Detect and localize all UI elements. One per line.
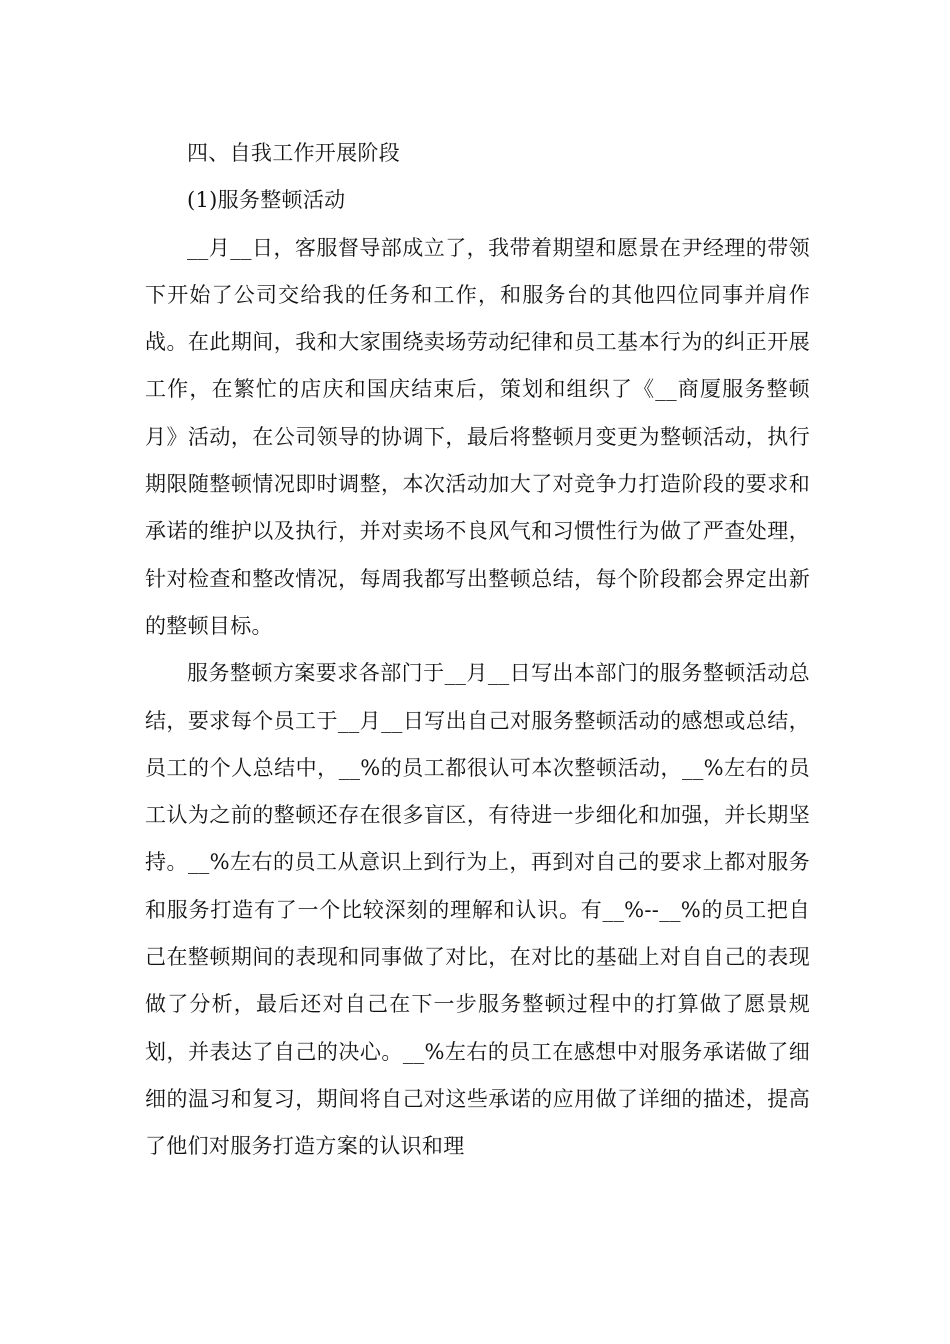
subheading: (1)服务整顿活动 [187,188,346,213]
document-page [145,130,810,1171]
paragraph-2: 服务整顿方案要求各部门于__月__日写出本部门的服务整顿活动总结，要求每个员工于__月__日写出自己对服务整顿活动的感想或总结，员工的个人总结中，__%的员工都很认可本次整顿活动，__%左右的员工认为之前的整顿还存在很多盲区，有待进一步细化和加强，并长期坚持。__%左右的员工从意识上到行为上，再到对自己的要求上都对服务和服务打造有了一个比较深刻的理解和认识。有__%--__%的员工把自己在整顿期间的表现和同事做了对比，在对比的基础上对自自己的表现做了分析，最后还对自己在下一步服务整顿过程中的打算做了愿景规划，并表达了自己的决心。__%左右的员工在感想中对服务承诺做了细细的温习和复习，期间将自己对这些承诺的应用做了详细的描述，提高了他们对服务打造方案的认识和理 [145,661,810,1159]
section-heading: 四、自我工作开展阶段 [187,141,400,165]
paragraph-1: __月__日，客服督导部成立了，我带着期望和愿景在尹经理的带领下开始了公司交给我的任务和工作，和服务台的其他四位同事并肩作战。在此期间，我和大家围绕卖场劳动纪律和员工基本行为的纠正开展工作，在繁忙的店庆和国庆结束后，策划和组织了《__商厦服务整顿月》活动，在公司领导的协调下，最后将整顿月变更为整顿活动，执行期限随整顿情况即时调整，本次活动加大了对竞争力打造阶段的要求和承诺的维护以及执行，并对卖场不良风气和习惯性行为做了严查处理，针对检查和整改情况，每周我都写出整顿总结，每个阶段都会界定出新的整顿目标。 [145,235,810,638]
